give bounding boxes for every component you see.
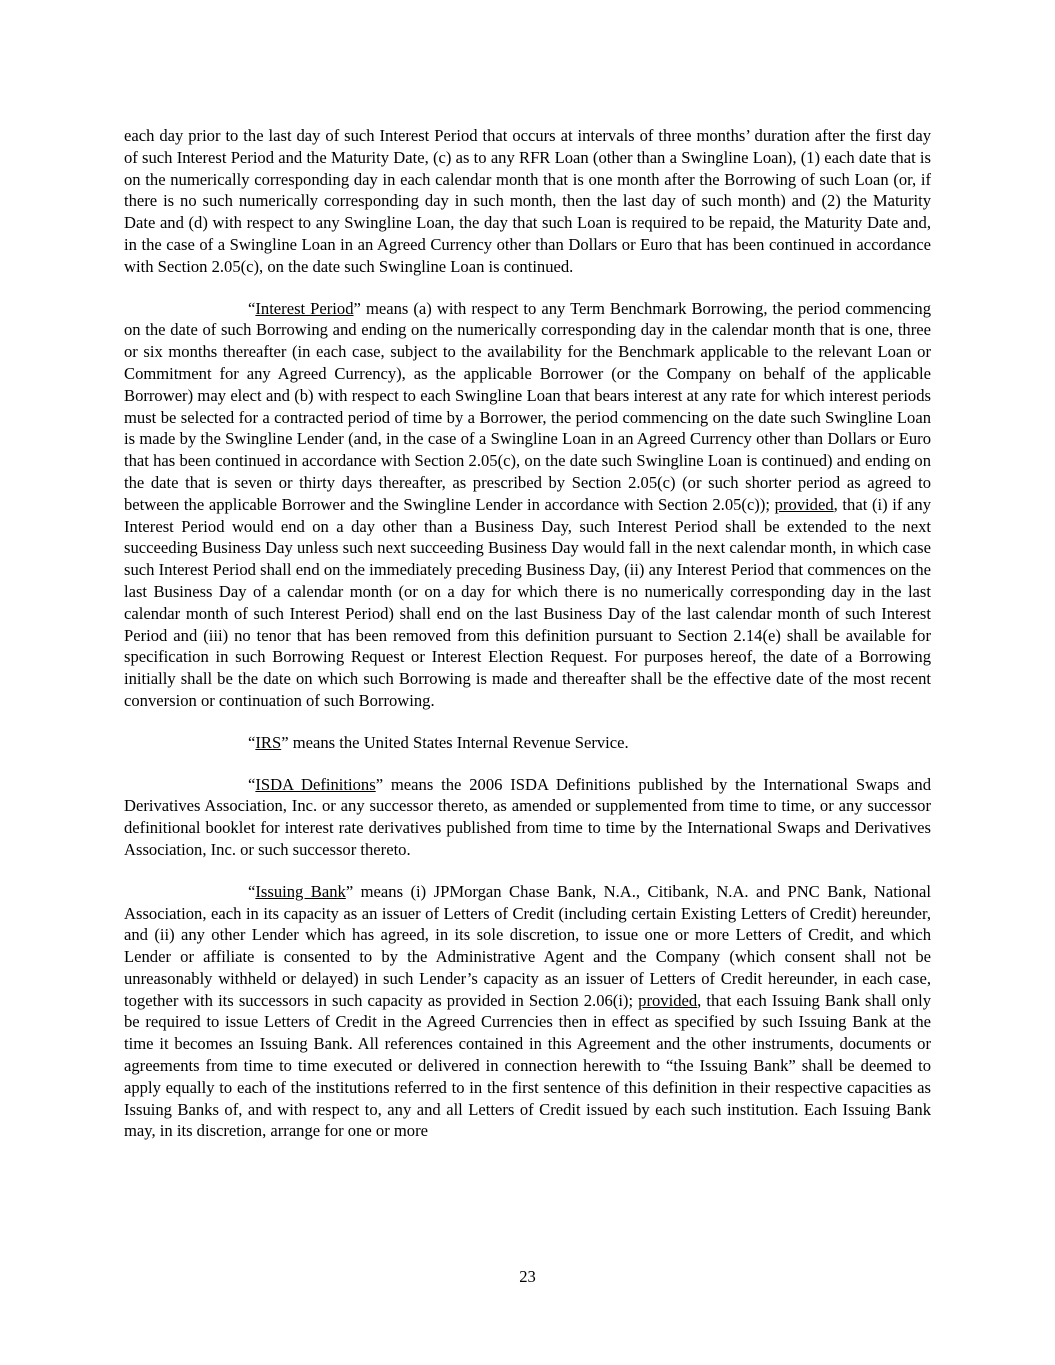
open-quote: “ [248, 881, 256, 901]
document-page [124, 125, 931, 1142]
definition-interest-period [124, 298, 931, 712]
provided-term: provided [638, 990, 698, 1010]
defined-term: ISDA Definitions [255, 774, 376, 794]
open-quote: “ [248, 774, 256, 794]
paragraph-continuation: each day prior to the last day of such Interest Period that occurs at intervals of three months’ duration after the first day of such Interest Period and the Maturity Date, (c) as to any RFR Loan (other than a Swingline Loan), (1) each date that is on the numerically corresponding day in each calendar month that is one month after the Borrowing of such Loan (or, if there is no such numerically corresponding day in such month, then the last day of such month) and (2) the Maturity Date and (d) with respect to any Swingline Loan, the day that such Loan is required to be repaid, the Maturity Date and, in the case of a Swingline Loan in an Agreed Currency other than Dollars or Euro that has been continued in accordance with Section 2.05(c), on the date such Swingline Loan is continued. [124, 126, 931, 276]
open-quote: “ [248, 732, 256, 752]
close-quote: ” [281, 732, 289, 752]
definition-text: means the 2006 ISDA Definitions published by the International Swaps and Derivatives Association, Inc. or any successor thereto, as amended or supplemented from time to time, or any successor definitional booklet for interest rate derivatives published from time to time by the International Swaps and Derivatives Association, Inc. or such successor thereto. [124, 774, 931, 859]
close-quote: ” [375, 774, 384, 794]
open-quote: “ [248, 298, 256, 318]
definition-text: , that each Issuing Bank shall only be required to issue Letters of Credit in the Agreed Currencies then in effect as specified by such Issuing Bank at the time it becomes an Issuing Bank. All references contained in this Agreement and the other instruments, documents or agreements from time to time executed or delivered in connection herewith to “the Issuing Bank” shall be deemed to apply equally to each of the institutions referred to in the first sentence of this definition in their respective capacities as Issuing Banks of, and with respect to, any and all Letters of Credit issued by each such institution. Each Issuing Bank may, in its discretion, arrange for one or more [124, 990, 931, 1141]
definition-text: , that (i) if any Interest Period would end on a day other than a Business Day, such Interest Period shall be extended to the next succeeding Business Day unless such next succeeding Business Day would fall in the next calendar month, in which case such Interest Period shall end on the immediately preceding Business Day, (ii) any Interest Period that commences on the last Business Day of a calendar month (or on a day for which there is no numerically corresponding day in the last calendar month of such Interest Period) shall end on the last Business Day of the last calendar month of such Interest Period and (iii) no tenor that has been removed from this definition pursuant to Section 2.14(e) shall be available for specification in such Borrowing Request or Interest Election Request. For purposes hereof, the date of a Borrowing initially shall be the date on which such Borrowing is made and thereafter shall be the effective date of the most recent conversion or continuation of such Borrowing. [124, 494, 931, 710]
definition-text: means the United States Internal Revenue Service. [288, 732, 629, 752]
definition-text: means (a) with respect to any Term Benchmark Borrowing, the period commencing on the date of such Borrowing and ending on the numerically corresponding day in the calendar month that is one, three or six months thereafter (in each case, subject to the availability for the Benchmark applicable to the relevant Loan or Commitment for any Agreed Currency), as the applicable Borrower (or the Company on behalf of the applicable Borrower) may elect and (b) with respect to each Swingline Loan that bears interest at any rate for which interest periods must be selected for a contracted period of time by a Borrower, the period commencing on the date such Swingline Loan is made by the Swingline Lender (and, in the case of a Swingline Loan in an Agreed Currency other than Dollars or Euro that has been continued in accordance with Section 2.05(c), on the date such Swingline Loan is continued) and ending on the date that is seven or thirty days thereafter, as prescribed by Section 2.05(c) (or such shorter period as agreed to between the applicable Borrower and the Swingline Lender in accordance with Section 2.05(c)); [124, 298, 932, 514]
definition-irs [124, 732, 931, 754]
definition-issuing-bank [124, 881, 931, 1143]
page-number: 23 [519, 1267, 536, 1286]
close-quote: ” [353, 298, 361, 318]
provided-term: provided [774, 494, 834, 514]
defined-term: Issuing Bank [255, 881, 346, 901]
definition-text: means (i) JPMorgan Chase Bank, N.A., Citibank, N.A. and PNC Bank, National Association, each in its capacity as an issuer of Letters of Credit (including certain Existing Letters of Credit) hereunder, and (ii) any other Lender which has agreed, in its sole discretion, to issue one or more Letters of Credit, and which Lender or affiliate is consented to by the Administrative Agent and the Company (which consent shall not be unreasonably withheld or delayed) in such Lender’s capacity as an issuer of Letters of Credit hereunder, in each case, together with its successors in such capacity as provided in Section 2.06(i); [124, 881, 931, 1010]
defined-term: Interest Period [255, 298, 354, 318]
definition-isda [124, 774, 931, 861]
defined-term: IRS [255, 732, 282, 752]
close-quote: ” [345, 881, 354, 901]
